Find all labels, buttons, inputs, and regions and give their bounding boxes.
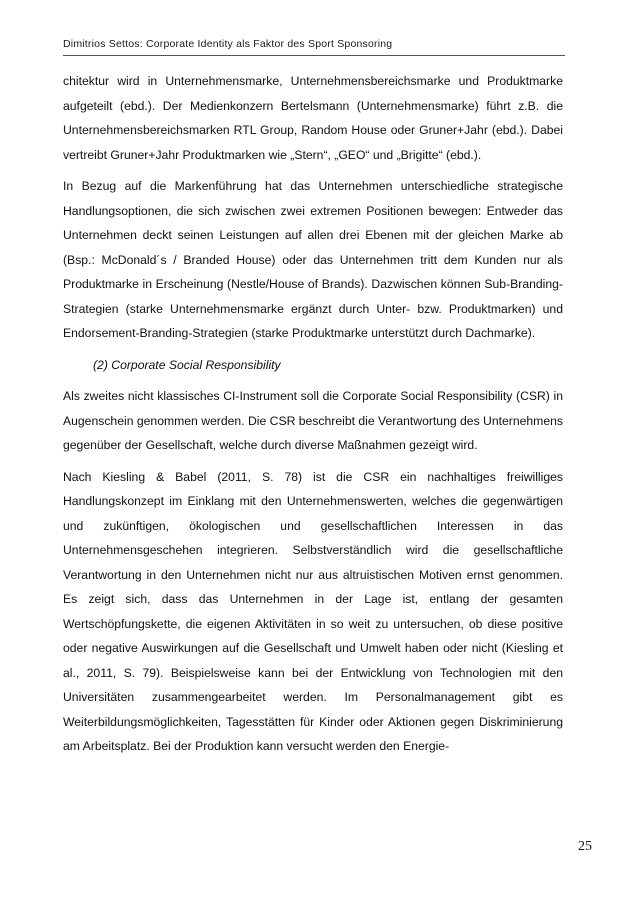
page-number: 25 [578, 839, 592, 854]
paragraph-csr-intro: Als zweites nicht klassisches CI-Instrument soll die Corporate Social Responsibility (CSR) in Augenschein genommen werden. Die CSR beschreibt die Verantwortung des Unternehmens gegenüber der Gesellschaft, welche durch diverse Maßnahmen gezeigt wird. [63, 389, 563, 452]
paragraph-brand-strategies: In Bezug auf die Markenführung hat das Unternehmen unterschiedliche strategische Handlungsoptionen, die sich zwischen zwei extremen Positionen bewegen: Entweder das Unternehmen deckt seinen Leistungen auf allen drei Ebenen mit der gleichen Marke ab (Bsp.: McDonald´s / Branded House) oder das Unternehmen tritt dem Kunden nur als Produktmarke in Erscheinung (Nestle/House of Brands). Dazwischen können Sub-Branding-Strategien (starke Unternehmensmarke ergänzt durch Unter- bzw. Produktmarken) und Endorsement-Branding-Strategien (starke Produktmarke unterstützt durch Dachmarke). [63, 179, 563, 340]
body-text [63, 69, 563, 766]
section-heading: (2) Corporate Social Responsibility [93, 357, 281, 372]
paragraph-brand-architecture: chitektur wird in Unternehmensmarke, Unternehmensbereichsmarke und Produktmarke aufgeteilt (ebd.). Der Medienkonzern Bertelsmann (Unternehmensmarke) führt z.B. die Unternehmensbereichsmarken RTL Group, Random House oder Gruner+Jahr (ebd.). Dabei vertreibt Gruner+Jahr Produktmarken wie „Stern“, „GEO“ und „Brigitte“ (ebd.). [63, 74, 563, 162]
header-divider [63, 55, 565, 56]
running-header: Dimitrios Settos: Corporate Identity als Faktor des Sport Sponsoring [63, 38, 393, 50]
paragraph-csr-detail: Nach Kiesling & Babel (2011, S. 78) ist die CSR ein nachhaltiges freiwilliges Handlungskonzept im Einklang mit den Unternehmenswerten, welches die gegenwärtigen und zukünftigen, ökologischen und gesellschaftlichen Interessen in das Unternehmensgeschehen integrieren. Selbstverständlich wird die gesellschaftliche Verantwortung in den Unternehmen nicht nur aus altruistischen Motiven ernst genommen. Es zeigt sich, dass das Unternehmen in der Lage ist, entlang der gesamten Wertschöpfungskette, die eigenen Aktivitäten in so weit zu untersuchen, ob diese positive oder negative Auswirkungen auf die Gesellschaft und Umwelt haben oder nicht (Kiesling et al., 2011, S. 79). Beispielsweise kann bei der Entwicklung von Technologien mit den Universitäten zusammengearbeitet werden. Im Personalmanagement gibt es Weiterbildungsmöglichkeiten, Tagesstätten für Kinder oder Aktionen gegen Diskriminierung am Arbeitsplatz. Bei der Produktion kann versucht werden den Energie- [63, 469, 563, 753]
